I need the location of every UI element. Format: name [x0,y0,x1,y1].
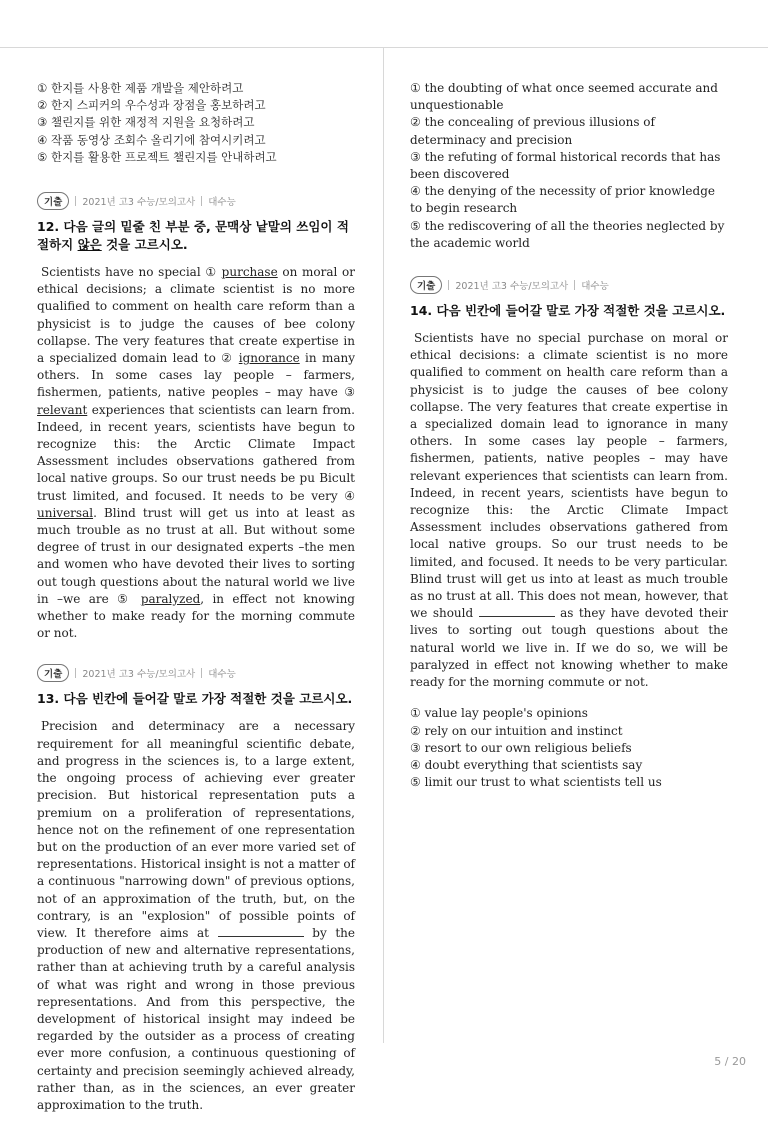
passage-text: as they have devoted their lives to sorting out tough questions about the natural world we live in. If we do so, we will be paralyzed in effect not knowing whether to make ready for the morning commute or not. [410,606,728,690]
title-emphasis: 않은 [77,237,102,253]
option: ② rely on our intuition and instinct [410,723,623,738]
exam-tag: 기출 [37,664,69,682]
source-row [37,664,355,682]
right-column [410,80,728,813]
passage [410,330,728,691]
passage-text: in many others. In some cases lay people – farmers, fishermen, patients, native peoples – may have ③ [37,351,355,400]
underlined-word: relevant [37,402,88,417]
source-row [410,276,728,294]
answer-blank [218,926,304,937]
option: ② the concealing of previous illusions of determinacy and precision [410,115,655,147]
separator [201,668,202,678]
passage-text: . Blind trust will get us into at least as much trouble as no trust at all. But without some degree of trust in our designated experts –the men and women who have devoted their lives to sorting out tough questions about the natural world we live in –we are ⑤ [37,505,355,606]
left-column [37,80,355,1136]
q11-options [37,80,355,166]
option: ④ doubt everything that scientists say [410,757,643,772]
title-part: 12. 다음 글의 밑줄 친 부분 중, 문맥상 낱말의 쓰임이 적절하지 [37,219,349,253]
title-part: 것을 고르시오. [101,237,188,253]
question-14 [410,276,728,791]
category-label: 대수능 [208,669,236,681]
underlined-word: purchase [221,265,278,280]
option: ② 한지 스피커의 우수성과 장점을 홍보하려고 [37,98,266,113]
separator [448,280,449,290]
passage [37,264,355,642]
passage-text: by the production of new and alternative representations, rather than at achieving truth by a careful analysis of what was right and wrong in those previous representations. And from this perspective, the development of historical insight may indeed be regarded by the outsider as a process of creating ever more confusion, a continuous questioning of certainty and precision seemingly achieved already, rather than, as in the sciences, an ever greater approximation to the truth. [37,925,356,1112]
header-rule [0,47,768,48]
option: ③ resort to our own religious beliefs [410,740,632,755]
separator [75,196,76,206]
exam-tag: 기출 [37,192,69,210]
column-divider [383,48,384,1043]
option: ③ 챌린지를 위한 재정적 지원을 요청하려고 [37,115,255,130]
source-label: 2021년 고3 수능/모의고사 [455,281,569,293]
option: ⑤ 한지를 활용한 프로젝트 챌린지를 안내하려고 [37,149,277,164]
option: ① 한지를 사용한 제품 개발을 제안하려고 [37,81,244,95]
question-title: 13. 다음 빈칸에 들어갈 말로 가장 적절한 것을 고르시오. [37,691,353,707]
category-label: 대수능 [581,281,609,293]
underlined-word: ignorance [238,351,300,366]
page-number: 5 / 20 [714,1055,746,1068]
category-label: 대수능 [208,197,236,209]
exam-tag: 기출 [410,276,442,294]
underlined-word: paralyzed [140,591,201,606]
option: ① value lay people's opinions [410,706,588,721]
separator [75,668,76,678]
passage-text: Scientists have no special ① [41,265,222,280]
source-label: 2021년 고3 수능/모의고사 [82,669,196,681]
separator [201,196,202,206]
passage-text: Scientists have no special purchase on moral or ethical decisions: a climate scientist is no more qualified to comment on health care reform than a physicist is to judge the causes of bee colony collapse. The very features that create expertise in a specialized domain lead to ignorance in many others. In some cases lay people – farmers, fishermen, patients, native peoples – may have relevant experiences that scientists can learn from. Indeed, in recent years, scientists have begun to recognize this: the Arctic Climate Impact Assessment includes observations gathered from local native groups. So our trust needs to be limited, and focused. It needs to be very particular. Blind trust will get us into at least as much trouble as no trust at all. This does not mean, however, that we should [410,331,728,621]
option: ④ the denying of the necessity of prior knowledge to begin research [410,184,715,216]
question-title [37,218,355,254]
option: ⑤ the rediscovering of all the theories neglected by the academic world [410,218,725,250]
option: ① the doubting of what once seemed accurate and unquestionable [410,81,718,113]
passage-text: , in effect not knowing whether to make ready for the morning commute or not. [37,591,355,641]
separator [574,280,575,290]
source-label: 2021년 고3 수능/모의고사 [82,197,196,209]
answer-blank [479,606,555,617]
passage-text: Precision and determinacy are a necessary requirement for all meaningful scientific debate, and progress in the sciences is, to a large extent, the ongoing process of achieving ever greater precision. But historical representation puts a premium on a proliferation of representations, hence not on the refinement of one representation but on the production of an ever more varied set of representations. Historical insight is not a matter of a continuous "narrowing down" of previous options, not of an approximation of the truth, but, on the contrary, is an "explosion" of possible points of view. It therefore aims at [37,719,355,940]
passage-text: experiences that scientists can learn from. Indeed, in recent years, scientists have begun to recognize this: the Arctic Climate Impact Assessment includes observations gathered from local native groups. So our trust needs be pu Bicult trust limited, and focused. It needs to be very ④ [37,402,355,503]
passage-text: on moral or ethical decisions; a climate scientist is no more qualified to comment on health care reform than a physicist is to judge the causes of bee colony collapse. The very features that create expertise in a specialized domain lead to ② [37,265,355,366]
question-12 [37,192,355,642]
question-title: 14. 다음 빈칸에 들어갈 말로 가장 적절한 것을 고르시오. [410,303,726,319]
passage [37,718,355,1114]
q13-options [410,80,728,252]
option: ④ 작품 동영상 조회수 올리기에 참여시키려고 [37,132,266,147]
q14-options [410,705,728,791]
option: ⑤ limit our trust to what scientists tell us [410,775,662,790]
question-13 [37,664,355,1114]
option: ③ the refuting of formal historical records that has been discovered [410,149,721,182]
underlined-word: universal [37,505,94,520]
source-row [37,192,355,210]
